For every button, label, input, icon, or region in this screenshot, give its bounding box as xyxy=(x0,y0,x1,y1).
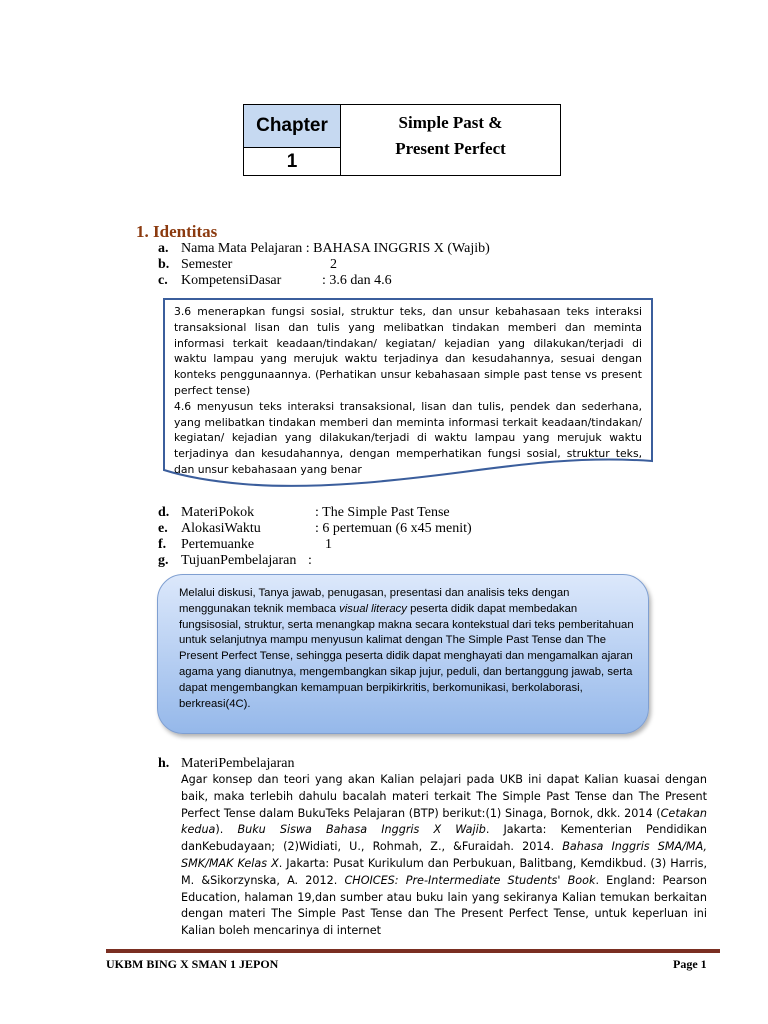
row-letter: f. xyxy=(158,537,167,552)
row-letter: h. xyxy=(158,756,170,771)
tujuan-text-italic: visual literacy xyxy=(339,602,407,615)
materi-italic: Cetakan kedua xyxy=(181,806,707,837)
chapter-label: Chapter xyxy=(244,105,340,148)
row-label: MateriPokok xyxy=(181,505,255,520)
row-value: : 6 pertemuan (6 x45 menit) xyxy=(315,521,472,536)
materi-text: . Jakarta: Kementerian Pendidikan danKebudayaan; (2)Widiati, U., Rohmah, Z., &Furaidah. 2014. xyxy=(181,823,707,854)
chapter-left-column xyxy=(244,105,341,175)
row-label: Pertemuanke xyxy=(181,537,255,552)
kd-36: 3.6 menerapkan fungsi sosial, struktur teks, dan unsur kebahasaan teks interaksi transaksional lisan dan tulis yang melibatkan tindakan memberi dan meminta informasi terkait keadaan/tindakan/ kegiatan/ kejadian yang dilakukan/terjadi di waktu lampau yang merujuk waktu terjadinya dan kesudahannya, sesuai dengan konteks penggunaannya. (Perhatikan unsur kebahasaan simple past tense vs present perfect tense) xyxy=(174,305,642,397)
row-value: 2 xyxy=(330,257,337,272)
materi-italic: Bahasa Inggris SMA/MA, SMK/MAK Kelas X xyxy=(181,840,707,870)
row-letter: a. xyxy=(158,241,169,256)
materi-text: ). xyxy=(215,823,238,837)
row-label: Semester xyxy=(181,257,233,272)
row-value: : The Simple Past Tense xyxy=(315,505,450,520)
row-label: TujuanPembelajaran xyxy=(181,553,297,568)
tujuan-text-part1: Melalui diskusi, Tanya jawab, penugasan, presentasi dan analisis teks dengan menggunakan teknik membaca xyxy=(179,587,570,615)
identity-row-d xyxy=(158,505,658,521)
identity-row-g xyxy=(158,553,658,569)
identity-row-f xyxy=(158,537,658,553)
materi-text: . Jakarta: Pusat Kurikulum dan Perbukuan, Balitbang, Kemdikbud. (3) Harris, M. &Sikorzynska, A. 2012. xyxy=(181,856,708,887)
materi-italic: CHOICES: Pre-Intermediate Students' Book xyxy=(344,873,596,887)
materi-text: Agar konsep dan teori yang akan Kalian pelajari pada UKB ini dapat Kalian kuasai dengan baik, maka terlebih dahulu bacalah materi terkait The Simple Past Tense dan The Present Perfect Tense dalam BukuTeks Pelajaran (BTP) berikut:(1) Sinaga, Bornok, dkk. 2014 ( xyxy=(181,773,707,820)
materi-text: . England: Pearson Education, halaman 19,dan sumber atau buku lain yang sekiranya Kalian temukan berkaitan dengan materi The Simple Past Tense dan The Present Perfect Tense, untuk keperluan ini Kalian boleh mencarinya di internet xyxy=(181,873,707,938)
section-heading: 1. Identitas xyxy=(136,222,218,241)
row-letter: d. xyxy=(158,505,170,520)
identity-row-c xyxy=(158,273,658,289)
page-number: Page 1 xyxy=(673,957,707,971)
footer-rule xyxy=(106,949,720,953)
chapter-title xyxy=(341,105,560,175)
identity-row-e xyxy=(158,521,658,537)
tujuan-box xyxy=(157,574,649,734)
row-label: MateriPembelajaran xyxy=(181,756,295,771)
row-letter: e. xyxy=(158,521,168,536)
row-label: KompetensiDasar xyxy=(181,273,282,288)
row-letter: c. xyxy=(158,273,168,288)
footer-left-text: UKBM BING X SMAN 1 JEPON xyxy=(106,957,279,971)
tujuan-text xyxy=(179,586,634,712)
kd-box xyxy=(163,298,653,488)
row-value: 1 xyxy=(325,537,332,552)
identity-row-b xyxy=(158,257,658,273)
materi-paragraph xyxy=(181,772,707,940)
row-letter: g. xyxy=(158,553,169,568)
chapter-number: 1 xyxy=(286,150,298,172)
row-label: Nama Mata Pelajaran : BAHASA INGGRIS X (Wajib) xyxy=(181,241,490,256)
row-letter: b. xyxy=(158,257,170,272)
row-value: : 3.6 dan 4.6 xyxy=(322,273,392,288)
kd-46: 4.6 menyusun teks interaksi transaksional, lisan dan tulis, pendek dan sederhana, yang melibatkan tindakan memberi dan meminta informasi terkait keadaan/tindakan/ kegiatan/ kejadian yang dilakukan/terjadi di waktu lampau yang merujuk waktu terjadinya dan kesudahannya, dengan memperhatikan fungsi sosial, struktur teks, dan unsur kebahasaan yang benar xyxy=(174,399,642,476)
tujuan-text-part2: peserta didik dapat membedakan fungsisosial, struktur, serta menangkap makna secara kontekstual dari teks pemberitahuan untuk selanjutnya mampu menyusun kalimat dengan The Simple Past Tense dan The Present Perfect Tense, sehingga peserta didik dapat menghayati dan mengamalkan ajaran agama yang dianutnya, mengembangkan sikap jujur, peduli, dan bertanggung jawab, serta dapat mengembangkan kemampuan berpikirkritis, berkomunikasi, berkolaborasi, berkreasi(4C). xyxy=(179,602,634,710)
kd-text xyxy=(174,304,642,478)
row-label: AlokasiWaktu xyxy=(181,521,261,536)
materi-italic: Buku Siswa Bahasa Inggris X Wajib xyxy=(237,823,486,837)
identity-row-a xyxy=(158,241,658,257)
row-value: : xyxy=(308,553,312,568)
materi-row xyxy=(158,756,658,772)
chapter-title-line2: Present Perfect xyxy=(395,139,506,158)
chapter-box xyxy=(243,104,561,176)
chapter-title-line1: Simple Past & xyxy=(398,113,503,132)
